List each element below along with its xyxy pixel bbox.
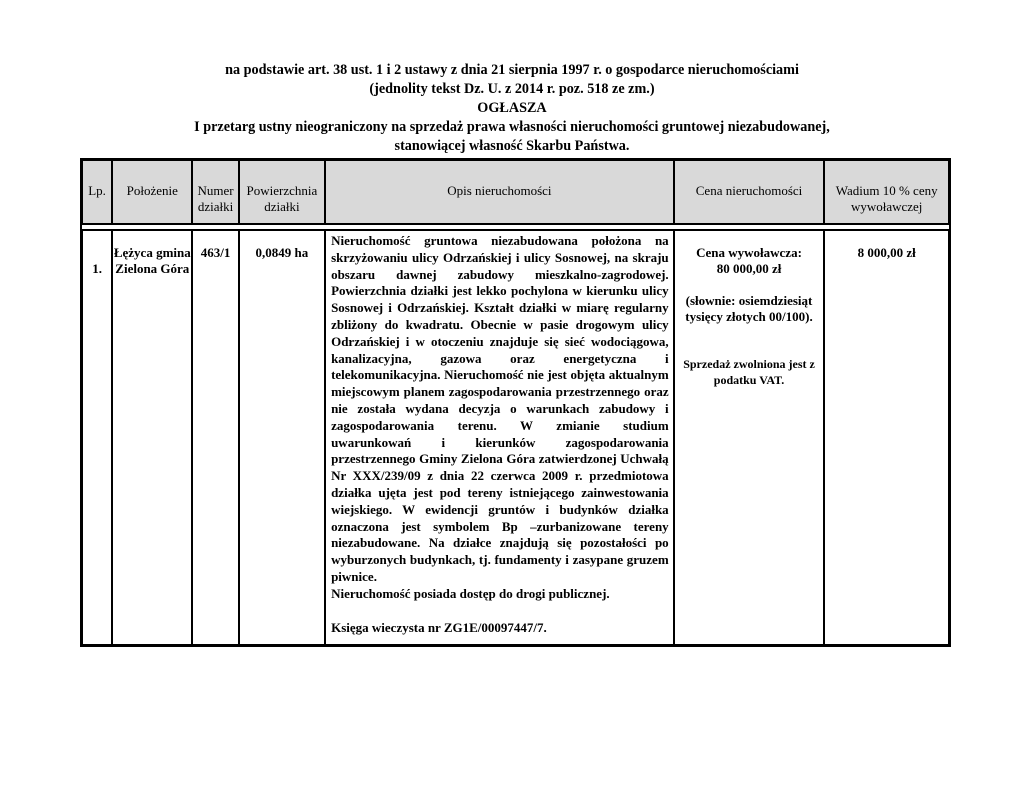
header-top-crop xyxy=(0,0,1024,58)
vat-exemption-note: Sprzedaż zwolniona jest z podatku VAT. xyxy=(683,357,815,387)
header-consolidated-text-line: (jednolity tekst Dz. U. z 2014 r. poz. 518 ze zm.) xyxy=(369,81,655,97)
price-spacer-2 xyxy=(675,324,824,356)
header-text-block xyxy=(0,42,1024,156)
description-spacer xyxy=(331,603,669,620)
cell-plot-number: 463/1 xyxy=(192,230,238,645)
description-public-road-access: Nieruchomość posiada dostęp do drogi publicznej. xyxy=(331,585,610,601)
col-header-area: Powierzchnia działki xyxy=(239,160,325,224)
price-value: 80 000,00 zł xyxy=(716,260,782,276)
cell-area: 0,0849 ha xyxy=(239,230,325,645)
cell-location: Łężyca gmina Zielona Góra xyxy=(112,230,192,645)
table-header-row xyxy=(82,160,949,224)
price-in-words: (słownie: osiemdziesiąt tysięcy złotych 00/100). xyxy=(685,293,813,324)
table-row xyxy=(82,230,949,645)
description-main-text: Nieruchomość gruntowa niezabudowana położona na skrzyżowaniu ulicy Odrzańskiej i ulicy Sosnowej, na skraju obszaru dawnej zabudowy mieszkalno-zagrodowej. Powierzchnia działki jest lekko pochylona w kierunku ulicy Sosnowej i Odrzańskiej. Kształt działki w miarę regularny zbliżony do kwadratu. Obecnie w pasie drogowym ulicy Odrzańskiej i w otoczeniu znajduje się sieć wodociągowa, kanalizacyjna, gazowa oraz energetyczna i telekomunikacyjna. Nieruchomość nie jest objęta aktualnym miejscowym planem zagospodarowania przestrzennego oraz nie została wydana decyzja o warunkach zabudowy i zagospodarowania terenu. W zmianie studium uwarunkowań i kierunków zagospodarowania przestrzennego Gminy Zielona Góra zatwierdzonej Uchwałą Nr XXX/239/09 z dnia 22 czerwca 2009 r. przedmiotowa działka ujęta jest pod tereny istniejącego zainwestowania wiejskiego. W ewidencji gruntów i budynków działka oznaczona jest symbolem Bp –zurbanizowane tereny niezabudowane. Na działce znajdują się pozostałości po wyburzonych budynkach, tj. fundamenty i zasypane gruzem piwnice. xyxy=(331,233,669,584)
price-spacer xyxy=(675,276,824,293)
header-legal-basis-line: na podstawie art. 38 ust. 1 i 2 ustawy z dnia 21 sierpnia 1997 r. o gospodarce nieruchomościami xyxy=(225,62,799,78)
cell-price xyxy=(674,230,825,645)
col-header-location: Położenie xyxy=(112,160,192,224)
header-announces-line: OGŁASZA xyxy=(477,100,547,116)
price-label: Cena wywoławcza: xyxy=(696,245,802,260)
col-header-plot-number: Numer działki xyxy=(192,160,238,224)
cell-deposit: 8 000,00 zł xyxy=(824,230,949,645)
header-tender-line: I przetarg ustny nieograniczony na sprzedaż prawa własności nieruchomości gruntowej niezabudowanej, xyxy=(194,119,830,135)
cell-description xyxy=(325,230,674,645)
announcement-header xyxy=(0,0,1024,160)
col-header-description: Opis nieruchomości xyxy=(325,160,674,224)
col-header-deposit: Wadium 10 % ceny wywoławczej xyxy=(824,160,949,224)
description-land-register: Księga wieczysta nr ZG1E/00097447/7. xyxy=(331,619,547,635)
cell-lp: 1. xyxy=(82,230,112,645)
col-header-lp: Lp. xyxy=(82,160,112,224)
property-table xyxy=(80,158,951,647)
header-ownership-line: stanowiącej własność Skarbu Państwa. xyxy=(394,138,630,154)
col-header-price: Cena nieruchomości xyxy=(674,160,825,224)
